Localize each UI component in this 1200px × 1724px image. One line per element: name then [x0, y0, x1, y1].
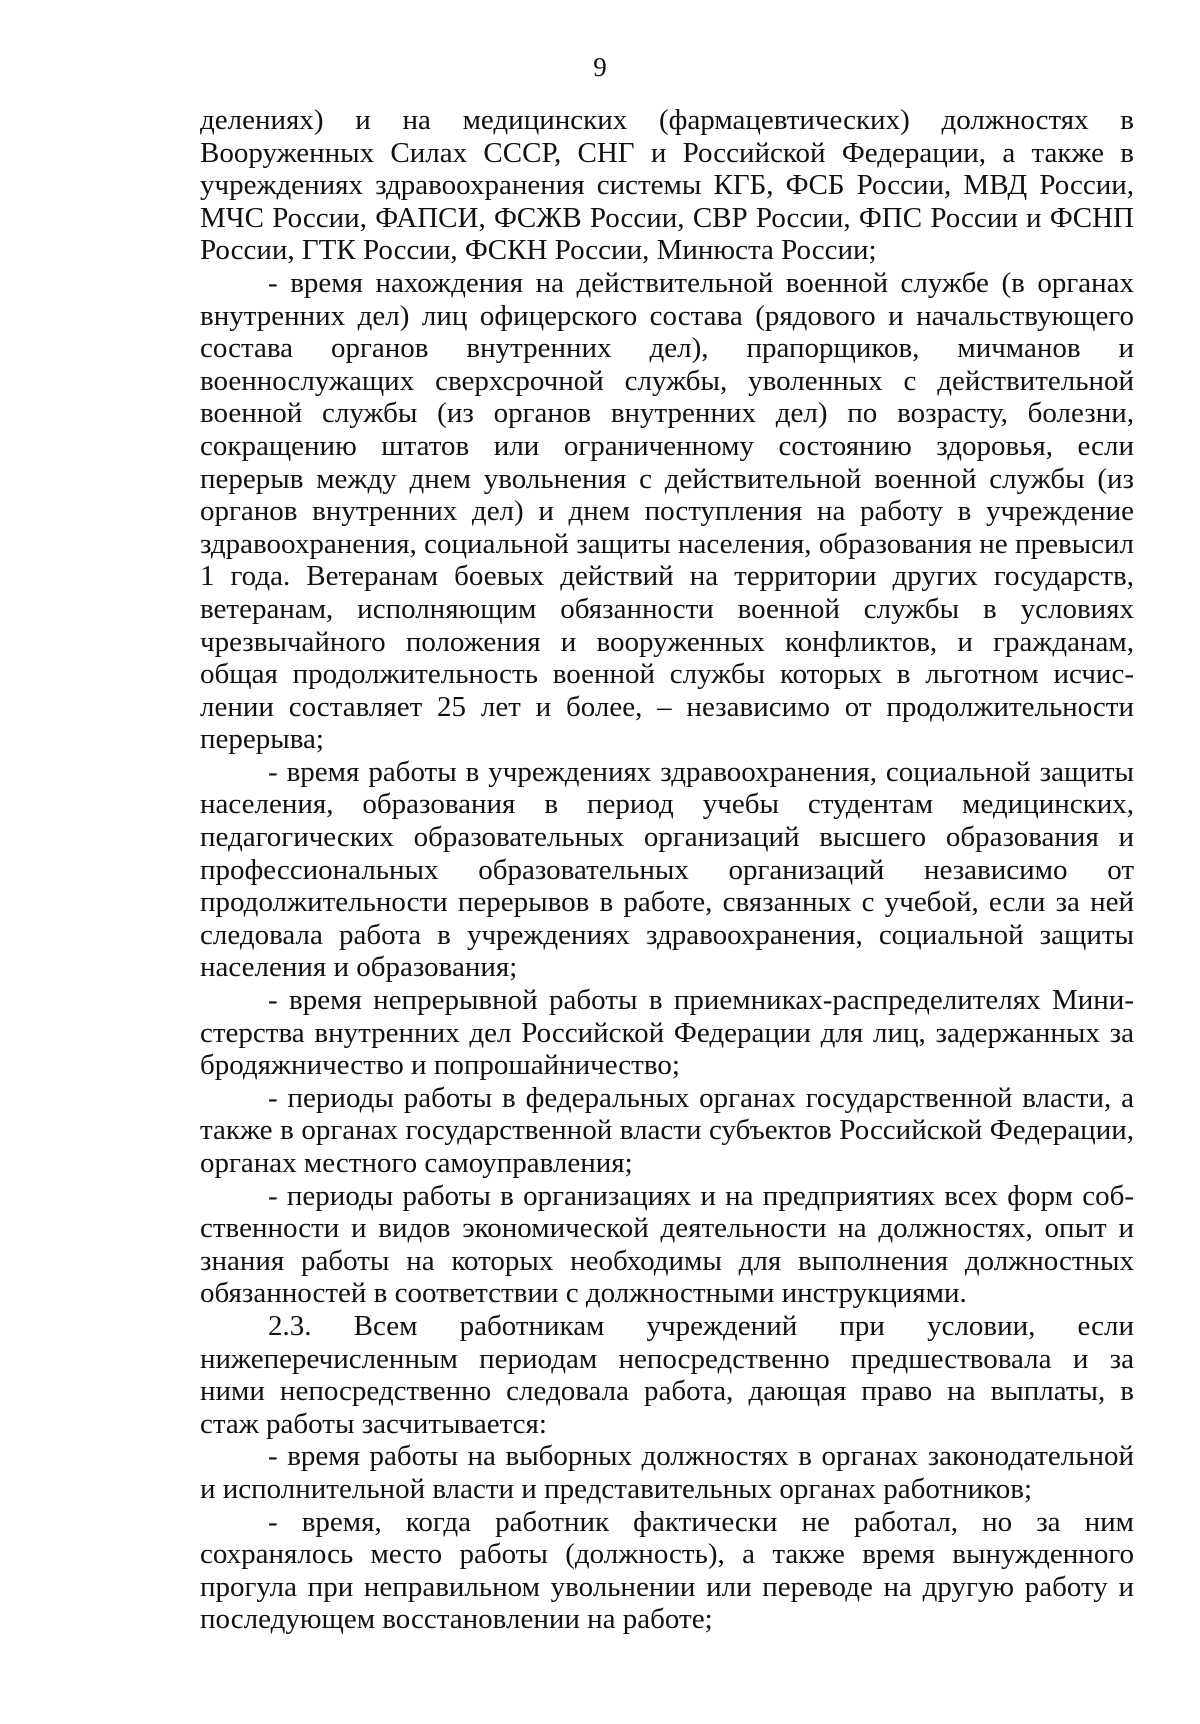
paragraph: - время, когда работник фактически не работал, но за ним сохранялось место работы (должность), а также время вынужденного прогула при неправильном увольнении или переводе на другую работу и последующем восстановлении на работе; [200, 1505, 1134, 1636]
section-paragraph-2-3: 2.3. Всем работникам учреждений при условии, если нижеперечисленным периодам непосредственно предшествовала и за ними непосредственно следовала работа, дающая право на выплаты, в стаж работы засчитывается: [200, 1309, 1134, 1440]
paragraph: делениях) и на медицинских (фармацевтических) должностях в Вооруженных Силах СССР, СНГ и Российской Федерации, а также в учреждениях здравоохранения системы КГБ, ФСБ России, МВД России, МЧС России, ФАПСИ, ФСЖВ России, СВР России, ФПС России и ФСНП России, ГТК России, ФСКН России, Минюста России; [200, 104, 1134, 267]
page-number: 9 [593, 52, 607, 82]
paragraph: - время непрерывной работы в приемниках-распределителях Министерства внутренних дел Российской Федерации для лиц, задержанных за бродяжничество и попрошайничество; [200, 984, 1134, 1082]
paragraph: - время работы в учреждениях здравоохранения, социальной защиты населения, образования в период учебы студентам медицинских, педагогических образовательных организаций высшего образования и профессиональных образовательных организаций независимо от продолжительности перерывов в работе, связанных с учебой, если за ней следовала работа в учреждениях здравоохранения, социальной защиты населения и образования; [200, 755, 1134, 984]
paragraph: - периоды работы в организациях и на предприятиях всех форм собственности и видов экономической деятельности на должностях, опыт и знания работы на которых необходимы для выполнения должностных обязанностей в соответствии с должностными инструкциями. [200, 1179, 1134, 1310]
paragraph: - время нахождения на действительной военной службе (в органах внутренних дел) лиц офицерского состава (рядового и начальствующего состава органов внутренних дел), прапорщиков, мичманов и военнослужащих сверхсрочной службы, уволенных с действительной военной службы (из органов внутренних дел) по возрасту, болезни, сокращению штатов или ограниченному состоянию здоровья, если перерыв между днем увольнения с действительной военной службы (из органов внутренних дел) и днем поступления на работу в учреждение здравоохранения, социальной защиты населения, образования не превысил 1 года. Ветеранам боевых действий на территории других государств, ветеранам, исполняющим обязанности военной службы в условиях чрезвычайного положения и вооруженных конфликтов, и гражданам, общая продолжительность военной службы которых в льготном исчислении составляет 25 лет и более, – независимо от продолжительности перерыва; [200, 266, 1134, 756]
document-body [200, 104, 1134, 1636]
paragraph: - время работы на выборных должностях в органах законодательной и исполнительной власти и представительных органах работников; [200, 1440, 1134, 1505]
paragraph: - периоды работы в федеральных органах государственной власти, а также в органах государственной власти субъектов Российской Федерации, органах местного самоуправления; [200, 1081, 1134, 1179]
